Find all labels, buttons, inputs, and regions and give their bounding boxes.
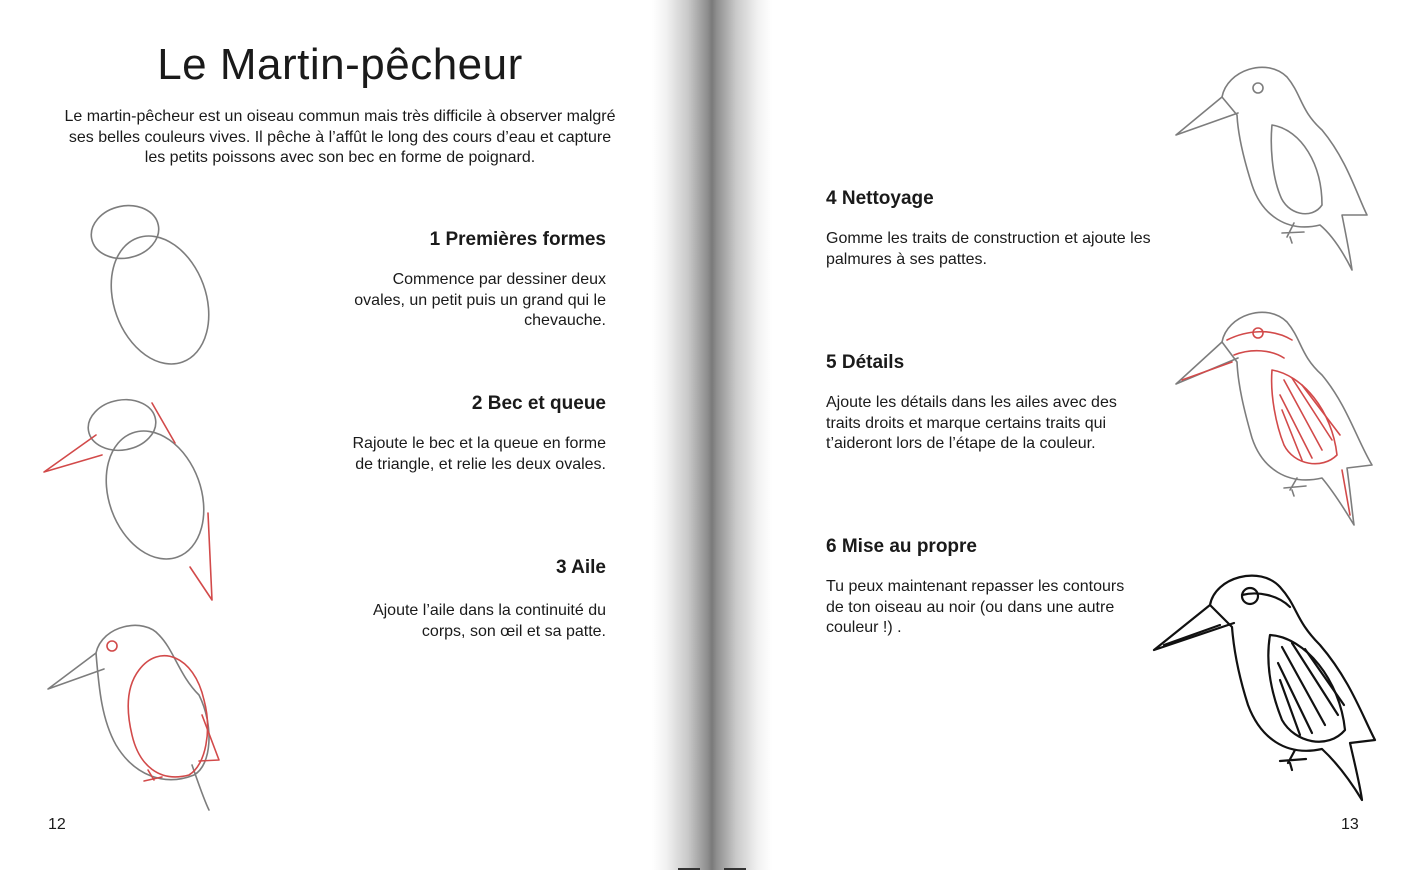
step3-drawing xyxy=(44,615,234,815)
intro-paragraph: Le martin-pêcheur est un oiseau commun mais très difficile à observer malgré ses belles couleurs vives. Il pêche à l’affût le long des cours d’eau et capture les petits poissons avec son bec en forme de poignard. xyxy=(64,108,616,166)
page-title: Le Martin-pêcheur xyxy=(157,40,523,89)
page-number-left: 12 xyxy=(48,816,66,833)
right-page xyxy=(712,0,1425,870)
step1-text: Commence par dessiner deux ovales, un petit puis un grand qui le chevauche. xyxy=(354,271,606,329)
step5-heading: 5 Détails xyxy=(826,352,905,373)
step5-drawing xyxy=(1172,300,1382,530)
step6-text: Tu peux maintenant repasser les contours de ton oiseau au noir (ou dans une autre couleur !) . xyxy=(826,578,1125,636)
page-number-right: 13 xyxy=(1341,816,1359,833)
step1-heading: 1 Premières formes xyxy=(429,229,606,250)
step6-heading: 6 Mise au propre xyxy=(826,536,977,557)
step4-drawing xyxy=(1172,55,1382,275)
step3-text: Ajoute l’aile dans la continuité du corps, son œil et sa patte. xyxy=(372,602,606,640)
step2-drawing xyxy=(40,395,230,610)
step5-text: Ajoute les détails dans les ailes avec des traits droits et marque certains traits qui t’aideront lors de l’étape de la couleur. xyxy=(826,394,1117,452)
step4-text: Gomme les traits de construction et ajoute les palmures à ses pattes. xyxy=(826,230,1151,268)
step2-text: Rajoute le bec et la queue en forme de triangle, et relie les deux ovales. xyxy=(352,435,606,473)
book-gutter xyxy=(652,0,772,870)
step2-heading: 2 Bec et queue xyxy=(471,393,606,414)
step6-drawing xyxy=(1150,565,1385,805)
step4-heading: 4 Nettoyage xyxy=(826,188,934,209)
left-page xyxy=(0,0,712,870)
step1-drawing xyxy=(80,200,230,370)
step3-heading: 3 Aile xyxy=(556,557,606,578)
